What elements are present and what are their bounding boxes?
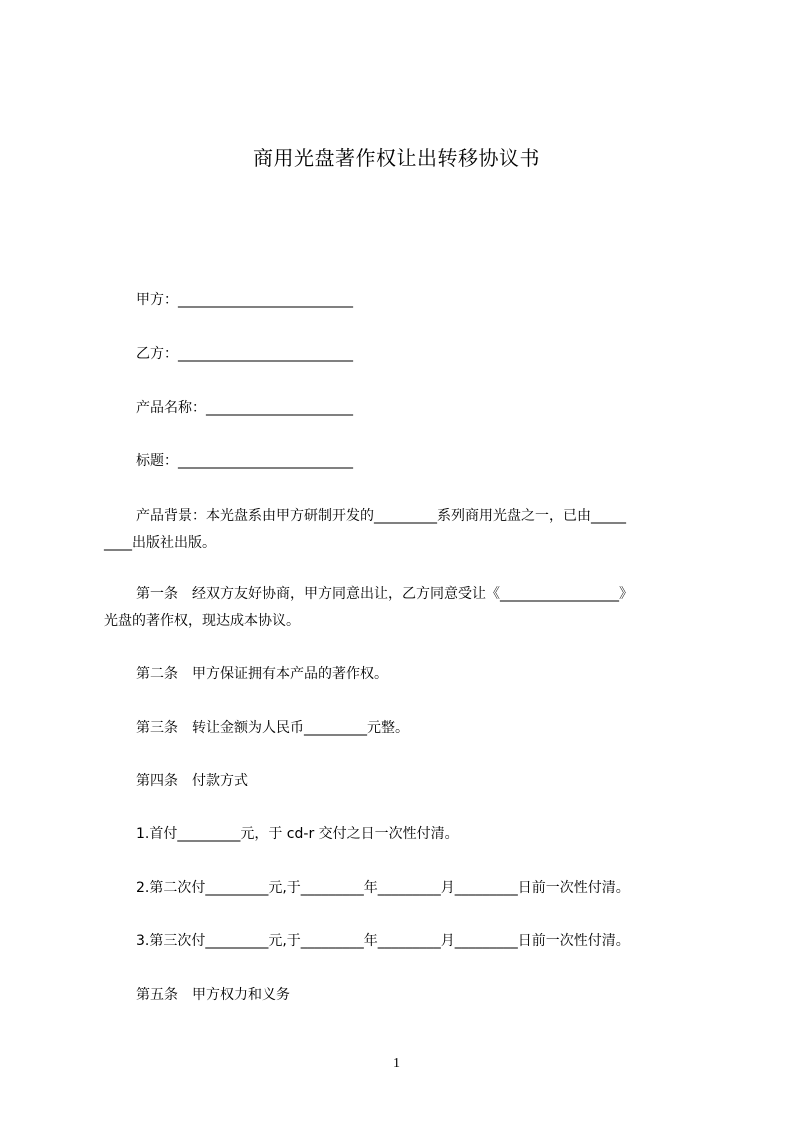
product-name-field: 产品名称：_____________________ xyxy=(136,400,353,416)
heading-field: 标题：_________________________ xyxy=(136,453,353,469)
background-paragraph-line2: ____出版社出版。 xyxy=(104,535,216,551)
payment-item-3: 3.第三次付_________元,于_________年_________月_________日前一次性付清。 xyxy=(136,933,630,949)
party-b-field: 乙方：_________________________ xyxy=(136,346,353,362)
article-1-line1: 第一条 经双方友好协商，甲方同意出让，乙方同意受让《_________________》 xyxy=(136,586,633,602)
payment-item-2: 2.第二次付_________元,于_________年_________月_________日前一次性付清。 xyxy=(136,880,630,896)
page-number: 1 xyxy=(393,1056,400,1071)
article-4: 第四条 付款方式 xyxy=(136,773,248,789)
party-a-field: 甲方：_________________________ xyxy=(136,292,353,308)
article-5: 第五条 甲方权力和义务 xyxy=(136,987,290,1003)
background-paragraph-line1: 产品背景：本光盘系由甲方研制开发的_________系列商用光盘之一，已由_____ xyxy=(136,508,626,524)
article-3: 第三条 转让金额为人民币_________元整。 xyxy=(136,720,409,736)
article-2: 第二条 甲方保证拥有本产品的著作权。 xyxy=(136,666,388,682)
payment-item-1: 1.首付_________元，于 cd-r 交付之日一次性付清。 xyxy=(136,826,459,842)
page-title: 商用光盘著作权让出转移协议书 xyxy=(253,146,540,170)
article-1-line2: 光盘的著作权，现达成本协议。 xyxy=(104,613,300,629)
